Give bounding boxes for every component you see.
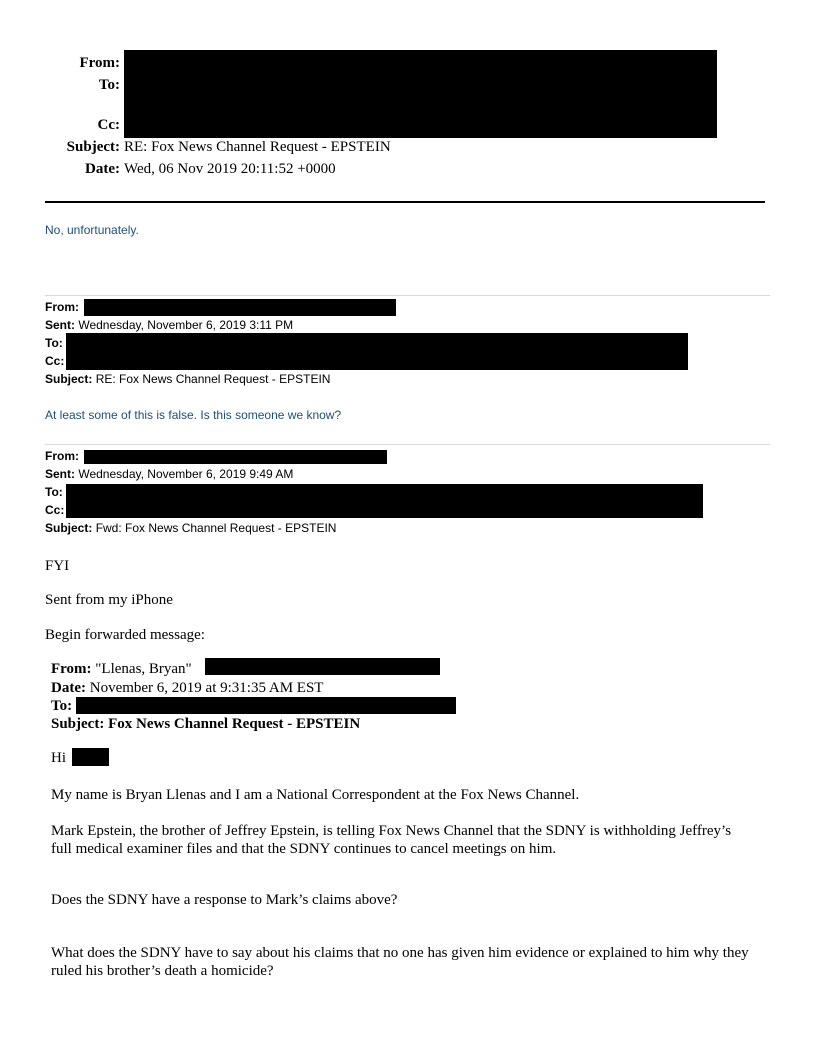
to-label: To: xyxy=(45,336,63,350)
date-value: November 6, 2019 at 9:31:35 AM EST xyxy=(89,680,324,696)
reply-text: No, unfortunately. xyxy=(45,223,139,237)
subject-value: RE: Fox News Channel Request - EPSTEIN xyxy=(124,139,391,155)
message-divider xyxy=(45,444,770,445)
to-label: To: xyxy=(45,485,63,499)
redaction-block xyxy=(66,333,688,370)
redaction-block xyxy=(72,748,109,766)
sent-value: Wednesday, November 6, 2019 9:49 AM xyxy=(78,467,294,481)
redaction-block xyxy=(205,658,440,675)
from-label: From: xyxy=(79,55,120,71)
date-label: Date: xyxy=(85,161,120,177)
redaction-block xyxy=(124,50,717,138)
redaction-block xyxy=(84,299,396,316)
cc-label: Cc: xyxy=(45,354,65,368)
subject-label: Subject: xyxy=(51,716,105,732)
from-name: "Llenas, Bryan" xyxy=(95,661,192,677)
sent-value: Wednesday, November 6, 2019 3:11 PM xyxy=(78,318,294,332)
subject-value: Fwd: Fox News Channel Request - EPSTEIN xyxy=(95,521,337,535)
subject-label: Subject: xyxy=(66,139,120,155)
message-body: At least some of this is false. Is this someone we know? xyxy=(45,408,342,422)
subject-label: Subject: xyxy=(45,372,93,386)
cc-label: Cc: xyxy=(45,503,65,517)
signature-text: Sent from my iPhone xyxy=(45,592,173,608)
from-label: From: xyxy=(45,300,79,314)
message-divider xyxy=(45,295,770,296)
to-label: To: xyxy=(98,77,120,93)
cc-label: Cc: xyxy=(97,117,120,133)
sent-label: Sent: xyxy=(45,318,75,332)
date-label: Date: xyxy=(51,680,86,696)
redaction-block xyxy=(66,484,703,518)
paragraph-intro: My name is Bryan Llenas and I am a National Correspondent at the Fox News Channel. xyxy=(51,787,580,803)
paragraph-question-2: What does the SDNY have to say about his claims that no one has given him evidence or explained to him why they ruled his brother’s death a homicide? xyxy=(51,945,749,979)
greeting: Hi xyxy=(51,750,66,766)
subject-value: RE: Fox News Channel Request - EPSTEIN xyxy=(95,372,331,386)
subject-label: Subject: xyxy=(45,521,93,535)
date-line xyxy=(51,680,323,697)
header-divider xyxy=(45,201,765,203)
subject-line xyxy=(45,521,336,535)
sent-line xyxy=(45,318,293,332)
subject-value: Fox News Channel Request - EPSTEIN xyxy=(108,716,361,732)
subject-line xyxy=(51,716,360,733)
from-label: From: xyxy=(51,661,92,677)
redaction-block xyxy=(76,697,456,714)
redaction-block xyxy=(84,450,387,464)
paragraph-claims: Mark Epstein, the brother of Jeffrey Epstein, is telling Fox News Channel that the SDNY is withholding Jeffrey’s full medical examiner files and that the SDNY continues to cancel meetings on him. xyxy=(51,823,732,857)
sent-line xyxy=(45,467,293,481)
to-label: To: xyxy=(51,698,73,714)
subject-line xyxy=(45,372,330,386)
fyi-text: FYI xyxy=(45,558,70,574)
date-value: Wed, 06 Nov 2019 20:11:52 +0000 xyxy=(124,161,336,177)
paragraph-question-1: Does the SDNY have a response to Mark’s claims above? xyxy=(51,892,398,908)
from-label: From: xyxy=(45,449,79,463)
sent-label: Sent: xyxy=(45,467,75,481)
from-line xyxy=(51,661,192,678)
forward-intro: Begin forwarded message: xyxy=(45,627,205,643)
